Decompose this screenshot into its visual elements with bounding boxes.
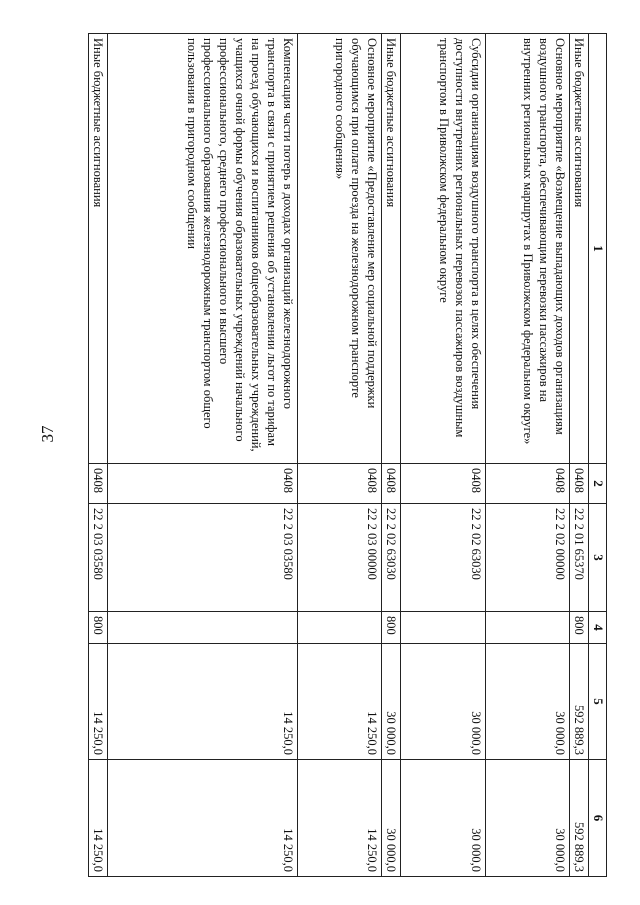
table-row xyxy=(89,34,108,877)
row-type: 800 xyxy=(382,612,401,644)
row-section: 0408 xyxy=(298,464,382,504)
budget-table xyxy=(88,33,607,877)
row-value-6: 14 250,0 xyxy=(108,760,298,877)
row-value-6: 30 000,0 xyxy=(382,760,401,877)
row-type xyxy=(298,612,382,644)
row-value-6: 30 000,0 xyxy=(485,760,569,877)
row-value-5: 592 889,3 xyxy=(570,644,589,760)
row-value-5: 30 000,0 xyxy=(401,644,485,760)
table-row xyxy=(382,34,401,877)
row-value-6: 592 889,3 xyxy=(570,760,589,877)
row-value-5: 14 250,0 xyxy=(108,644,298,760)
row-value-5: 14 250,0 xyxy=(89,644,108,760)
row-section: 0408 xyxy=(401,464,485,504)
row-value-5: 30 000,0 xyxy=(485,644,569,760)
row-value-5: 14 250,0 xyxy=(298,644,382,760)
row-name: Компенсация части потерь в доходах организаций железнодорожного транспорта в связи с принятием решения об установлении льгот по тарифам на проезд обучающихся и воспитанников общеобразовательных учреждений, учащихся очной формы обучения образовательных учреждений начального профессионального, среднего профессионального и высшего профессионального образования железнодорожным транспортом общего пользования в пригородном сообщении xyxy=(108,34,298,464)
row-code: 22 2 03 03580 xyxy=(89,504,108,612)
table-header-row xyxy=(589,34,607,877)
row-type xyxy=(485,612,569,644)
row-name: Иные бюджетные ассигнования xyxy=(570,34,589,464)
row-name: Основное мероприятие «Возмещение выпадающих доходов организациям воздушного транспорта, обеспечивающим перевозки пассажиров на внутренних региональных маршрутах в Приволжском федеральном округе» xyxy=(485,34,569,464)
row-name: Субсидии организациям воздушного транспорта в целях обеспечения доступности внутренних региональных перевозок пассажиров воздушным транспортом в Приволжском федеральном округе xyxy=(401,34,485,464)
row-section: 0408 xyxy=(89,464,108,504)
row-value-6: 30 000,0 xyxy=(401,760,485,877)
row-type xyxy=(401,612,485,644)
row-code: 22 2 02 00000 xyxy=(485,504,569,612)
row-code: 22 2 01 65370 xyxy=(570,504,589,612)
row-section: 0408 xyxy=(570,464,589,504)
row-type xyxy=(108,612,298,644)
row-name: Иные бюджетные ассигнования xyxy=(89,34,108,464)
row-type: 800 xyxy=(89,612,108,644)
header-col-6: 6 xyxy=(589,760,607,877)
row-value-6: 14 250,0 xyxy=(298,760,382,877)
rotated-table-container xyxy=(88,33,607,876)
row-section: 0408 xyxy=(108,464,298,504)
row-type: 800 xyxy=(570,612,589,644)
row-code: 22 2 03 03580 xyxy=(108,504,298,612)
header-col-3: 3 xyxy=(589,504,607,612)
row-code: 22 2 02 63030 xyxy=(401,504,485,612)
row-name: Основное мероприятие «Предоставление мер социальной поддержки обучающимся при оплате проезда на железнодорожном транспорте пригородного сообщения» xyxy=(298,34,382,464)
table-row xyxy=(485,34,569,877)
row-value-5: 30 000,0 xyxy=(382,644,401,760)
row-section: 0408 xyxy=(382,464,401,504)
row-section: 0408 xyxy=(485,464,569,504)
header-col-5: 5 xyxy=(589,644,607,760)
header-col-2: 2 xyxy=(589,464,607,504)
row-code: 22 2 03 00000 xyxy=(298,504,382,612)
table-row xyxy=(298,34,382,877)
table-row xyxy=(108,34,298,877)
row-value-6: 14 250,0 xyxy=(89,760,108,877)
header-col-1: 1 xyxy=(589,34,607,464)
page-number: 37 xyxy=(38,425,57,443)
row-name: Иные бюджетные ассигнования xyxy=(382,34,401,464)
row-code: 22 2 02 63030 xyxy=(382,504,401,612)
table-row xyxy=(401,34,485,877)
header-col-4: 4 xyxy=(589,612,607,644)
table-row xyxy=(570,34,589,877)
